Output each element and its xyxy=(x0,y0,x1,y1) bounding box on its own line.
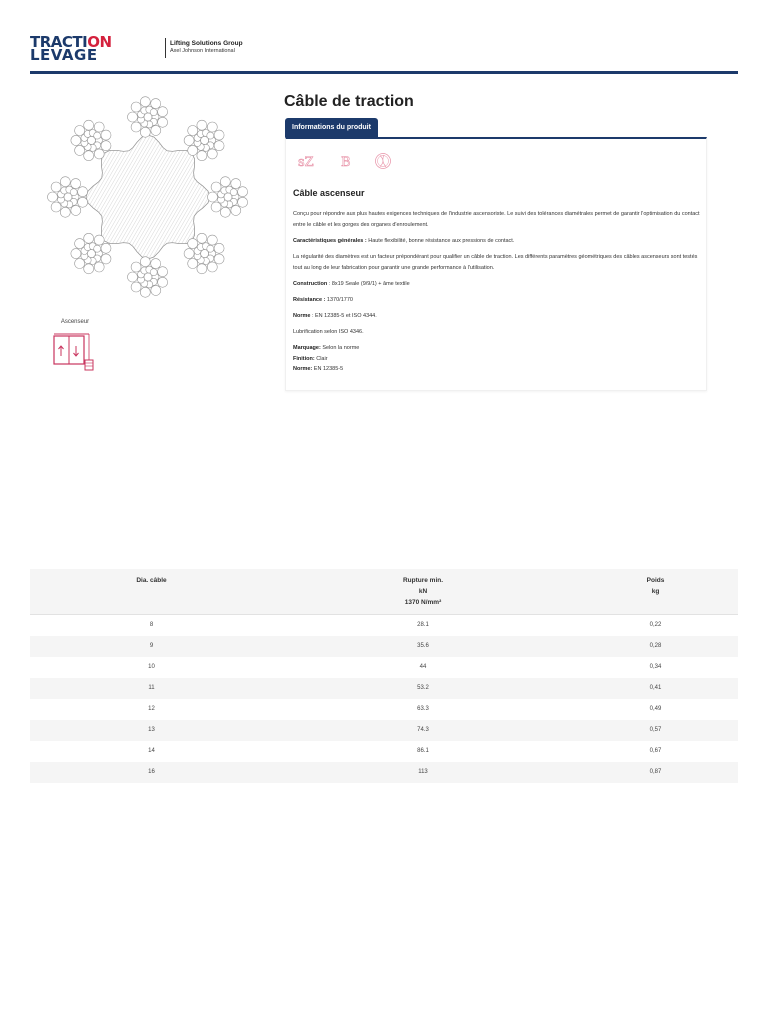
finition-line: Finition: Clair xyxy=(293,355,328,362)
features-paragraph: Caractéristiques générales : Haute flexibilité, bonne résistance aux pressions de contact. xyxy=(293,238,515,244)
wire xyxy=(70,189,77,196)
table-row: 10 44 0,34 xyxy=(148,664,662,670)
wire xyxy=(211,202,221,212)
wire xyxy=(184,135,194,145)
resistance-paragraph: Résistance : 1370/1770 xyxy=(293,297,353,303)
logo-group-name: Lifting Solutions Group xyxy=(170,40,243,47)
wire xyxy=(128,272,138,282)
wire xyxy=(94,235,104,245)
logo-line2: LEVAGE xyxy=(30,46,98,64)
norme2-line: Norme: EN 12385-5 xyxy=(293,366,344,372)
cable-cross-section-image xyxy=(38,90,258,305)
wire xyxy=(211,182,221,192)
wire xyxy=(131,282,141,292)
wire xyxy=(101,130,111,140)
wire xyxy=(214,243,224,253)
wire xyxy=(131,102,141,112)
traction-levage-logo[interactable] xyxy=(30,35,160,63)
wire xyxy=(94,132,101,139)
header-poids: Poids kg xyxy=(646,577,665,595)
header-rupture: Rupture min. kN 1370 N/mm² xyxy=(402,577,444,606)
wire xyxy=(207,132,214,139)
wire xyxy=(231,205,241,215)
wire xyxy=(238,187,248,197)
wire xyxy=(75,145,85,155)
wire xyxy=(51,182,61,192)
wire xyxy=(71,249,81,259)
category-label: Ascenseur xyxy=(60,319,90,325)
wire xyxy=(158,277,168,287)
wire xyxy=(78,197,88,207)
wire xyxy=(207,262,217,272)
wire xyxy=(188,126,198,136)
wire xyxy=(84,151,94,161)
wire xyxy=(94,122,104,132)
wire xyxy=(184,249,194,259)
wire xyxy=(197,120,207,130)
wire xyxy=(51,202,61,212)
rope-symbol-icon xyxy=(376,154,391,169)
table-row: 14 86.1 0,67 xyxy=(148,748,662,754)
wire xyxy=(207,122,217,132)
wire xyxy=(197,151,207,161)
wire xyxy=(207,235,217,245)
wire xyxy=(75,126,85,136)
wire xyxy=(101,243,111,253)
wire xyxy=(207,149,217,159)
table-row: 13 74.3 0,57 xyxy=(30,720,738,741)
table-row: 9 35.6 0,28 xyxy=(30,636,738,657)
wire xyxy=(140,257,150,267)
logo-line1: TRACTION xyxy=(30,33,112,51)
wire xyxy=(71,179,81,189)
wire xyxy=(151,125,161,135)
product-title: Câble de traction xyxy=(284,93,414,110)
construction-paragraph: Construction : 8x19 Seale (9/9/1) + âme textile xyxy=(293,281,410,287)
wire xyxy=(71,135,81,145)
intro-paragraph: Conçu pour répondre aux plus hautes exigences techniques de l'industrie ascensoriste. Le suivi des tolérances diamétrales permet de garantir l'optimisation du contact entre le câble et les gorges des organes d'enroulement. xyxy=(293,211,700,228)
lay-direction-mark: sZ xyxy=(298,155,314,170)
wire xyxy=(101,254,111,264)
wire xyxy=(94,149,104,159)
wire xyxy=(231,179,241,189)
wire xyxy=(208,192,218,202)
wire xyxy=(84,120,94,130)
wire xyxy=(197,264,207,274)
wire xyxy=(197,233,207,243)
wire xyxy=(94,262,104,272)
wire xyxy=(140,287,150,297)
wire xyxy=(84,264,94,274)
wire xyxy=(84,233,94,243)
elevator-icon[interactable] xyxy=(52,332,96,372)
wire xyxy=(150,109,157,116)
table-row: 12 63.3 0,49 xyxy=(148,706,662,712)
wire xyxy=(214,254,224,264)
logo-divider xyxy=(165,38,166,58)
wire xyxy=(188,239,198,249)
wire xyxy=(214,130,224,140)
marking-paragraph xyxy=(293,343,703,375)
wire xyxy=(78,187,88,197)
wire xyxy=(94,245,101,252)
page-header xyxy=(30,32,738,74)
wire xyxy=(220,177,230,187)
product-marks xyxy=(297,152,407,170)
wire xyxy=(140,127,150,137)
wire xyxy=(60,207,70,217)
tab-product-info[interactable]: Informations du produit xyxy=(285,118,378,137)
wire xyxy=(151,259,161,269)
marquage-line: Marquage: Selon la norme xyxy=(293,345,360,351)
table-row: 11 53.2 0,41 xyxy=(30,678,738,699)
wire xyxy=(188,259,198,269)
lubrication-paragraph: Lubrification selon ISO 4346. xyxy=(293,329,364,335)
wire xyxy=(140,97,150,107)
wire xyxy=(238,197,248,207)
wire xyxy=(230,189,237,196)
table-row: 16 113 0,87 xyxy=(30,762,738,783)
wire xyxy=(158,107,168,117)
wire xyxy=(75,259,85,269)
wire xyxy=(158,117,168,127)
wire xyxy=(220,207,230,217)
header-dia: Dia. câble xyxy=(136,577,167,584)
wire xyxy=(60,177,70,187)
wire xyxy=(214,141,224,151)
norme-paragraph: Norme : EN 12385-5 et ISO 4344. xyxy=(293,313,377,319)
wire xyxy=(75,239,85,249)
regularity-paragraph: La régularité des diamètres est un facteur prépondérant pour qualifier un câble de traction. Les différents paramètres géométriques des câbles ascenseurs sont testés tout au long de leur fabrication pour garantir une grande performance à l'utilisation. xyxy=(293,254,698,271)
wire xyxy=(207,245,214,252)
finish-mark: B xyxy=(341,155,351,170)
wire xyxy=(158,267,168,277)
wire xyxy=(48,192,58,202)
wire xyxy=(188,145,198,155)
table-row: 8 28.1 0,22 xyxy=(149,622,662,628)
wire xyxy=(131,262,141,272)
wire xyxy=(71,205,81,215)
wire xyxy=(151,99,161,109)
wire xyxy=(131,122,141,132)
section-title: Câble ascenseur xyxy=(293,188,365,198)
spec-table xyxy=(30,569,738,783)
logo-company-name: Axel Johnson International xyxy=(170,48,235,54)
wire xyxy=(128,112,138,122)
wire xyxy=(151,285,161,295)
table-body xyxy=(30,615,738,783)
table-header xyxy=(30,569,738,615)
wire xyxy=(101,141,111,151)
wire xyxy=(150,269,157,276)
